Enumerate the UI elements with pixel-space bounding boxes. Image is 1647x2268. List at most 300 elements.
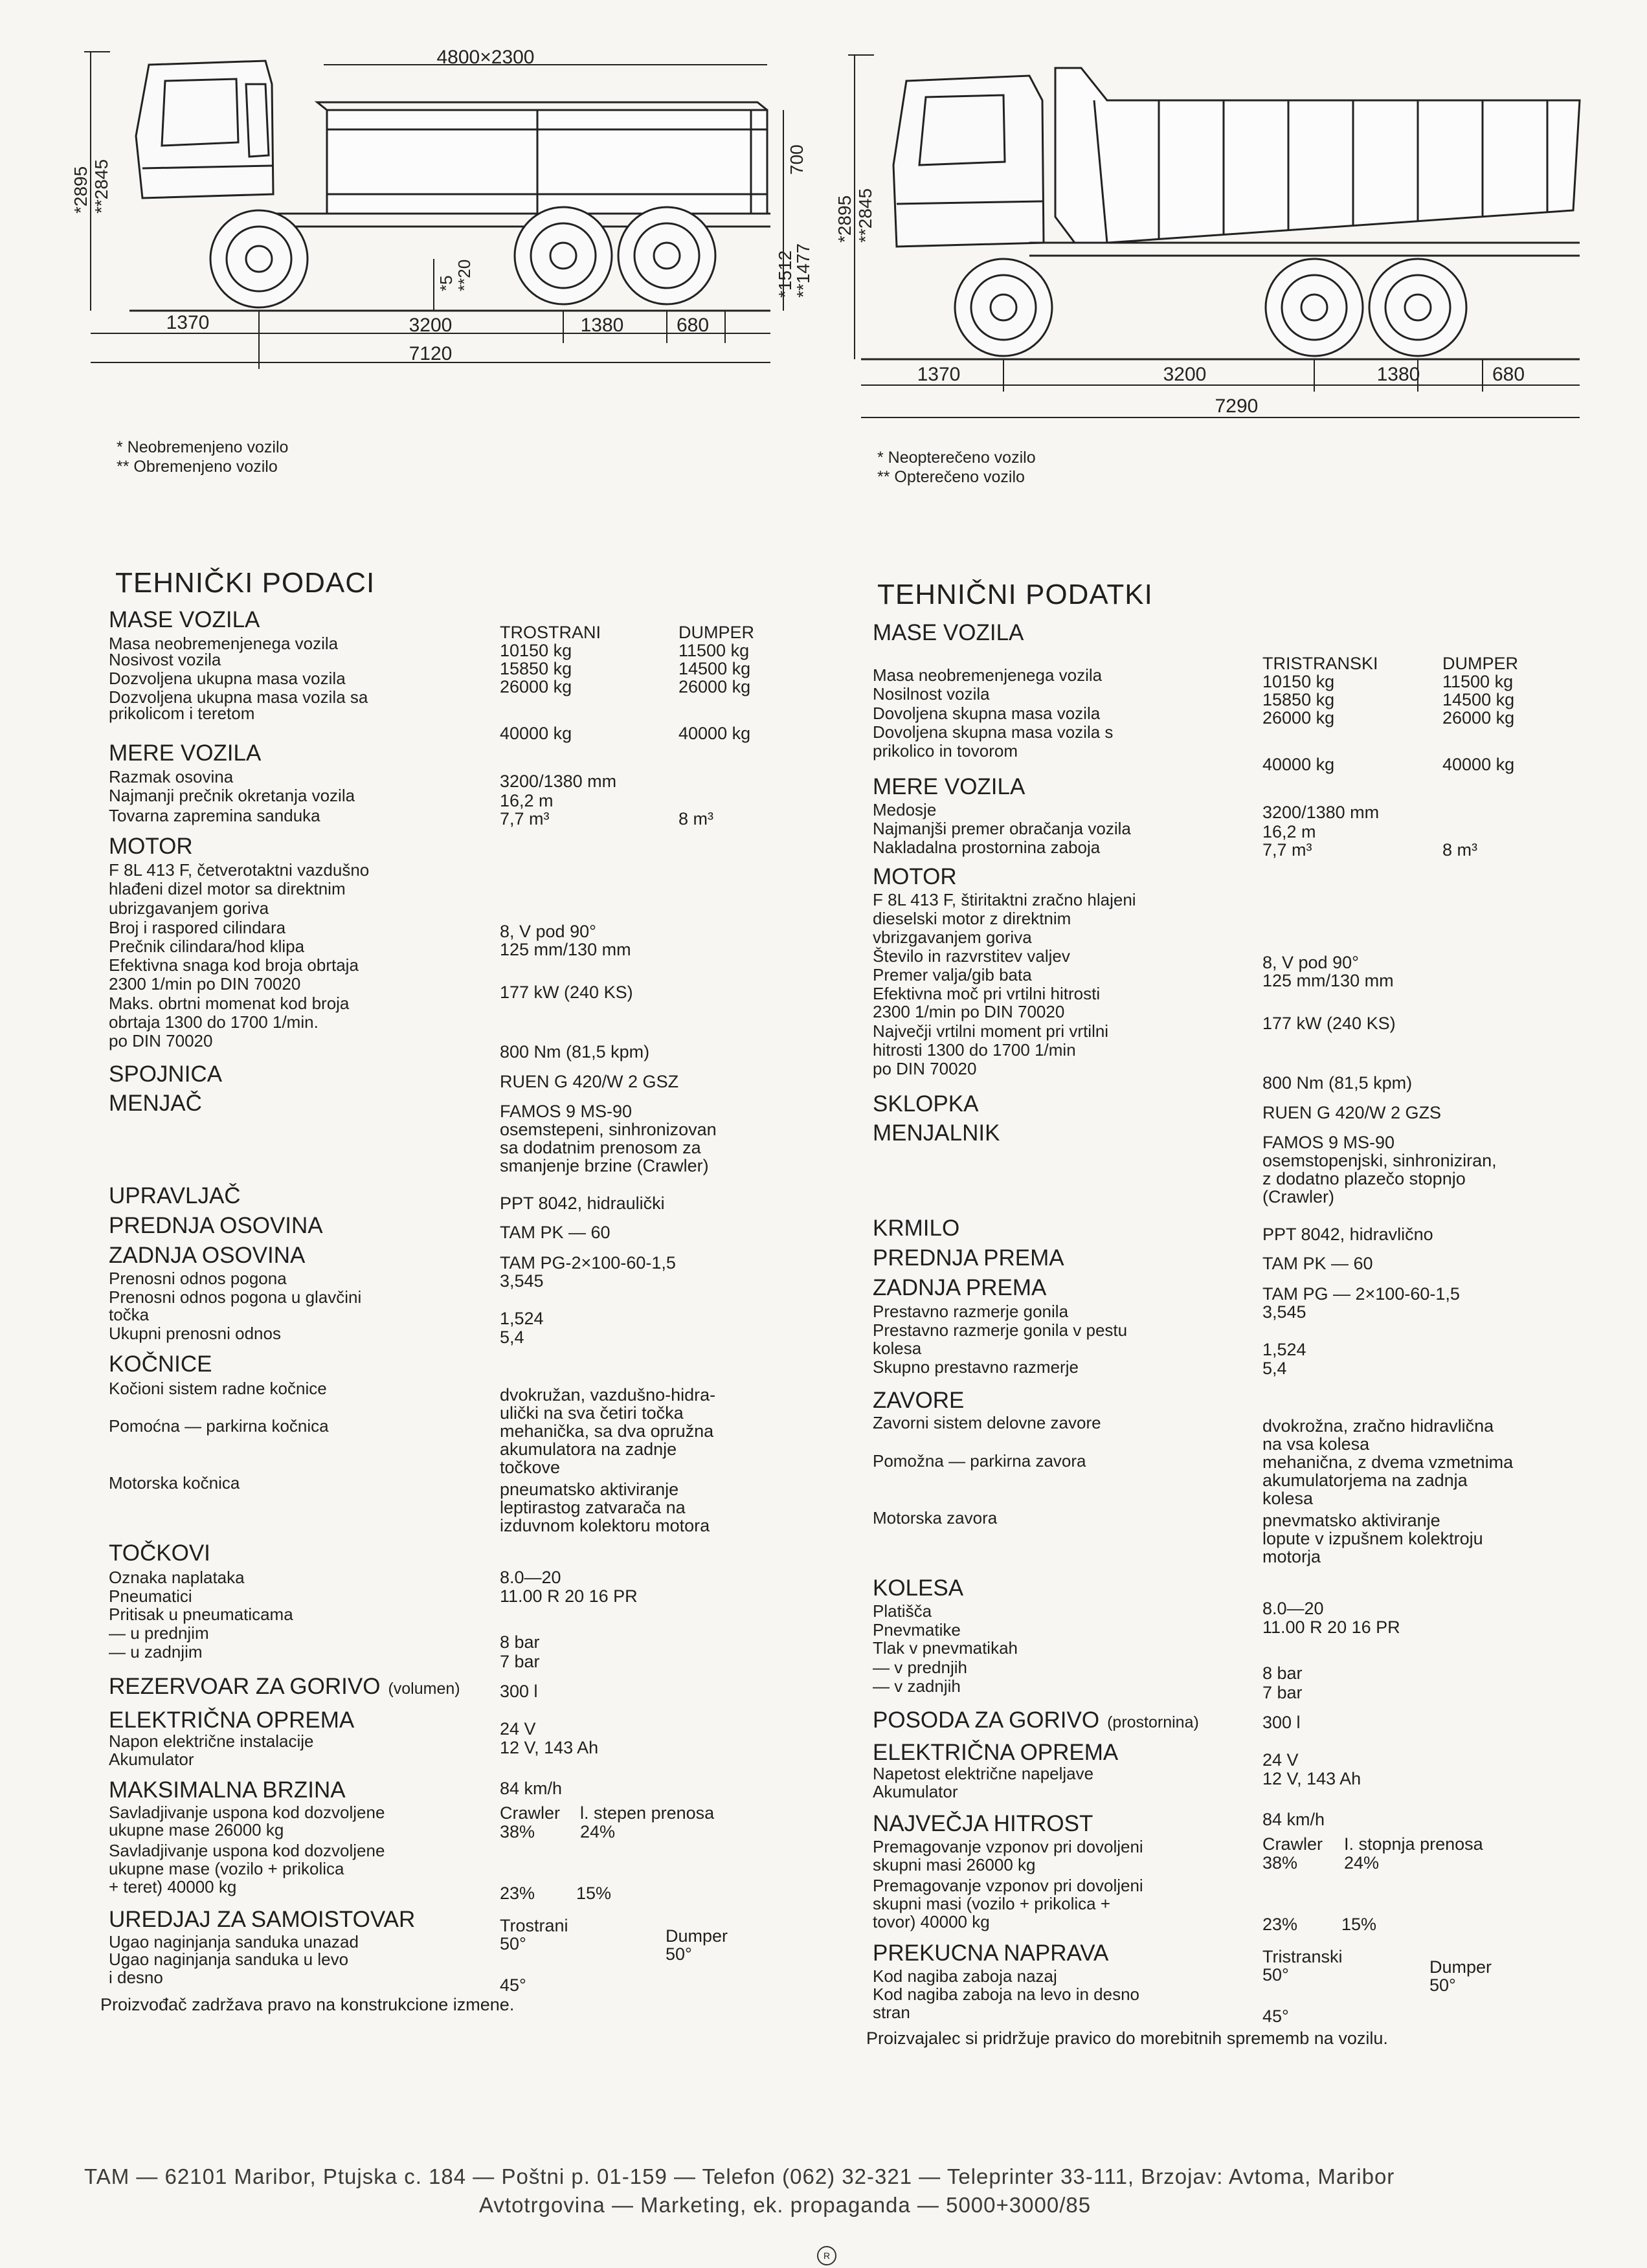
left-label-text: prikolicom i teretom [109,704,255,723]
right-label-text: kolesa [873,1339,922,1358]
right-spec-label [873,928,1032,947]
right-spec-value: PPT 8042, hidravlično [1262,1225,1433,1244]
right-truck-drawing [835,49,1593,424]
left-spec-value: 40000 kg [500,724,572,743]
right-spec-value: 3200/1380 mm [1262,803,1380,822]
right-spec-value: lopute v izpušnem kolektroju [1262,1529,1483,1548]
left-label-text: Ugao naginjanja sanduka u levo [109,1950,349,1969]
right-section-heading [873,1247,1064,1270]
right-dim-height-2: **2845 [855,188,875,243]
left-spec-label [109,918,286,937]
left-section-heading [109,1709,354,1732]
right-dim-1380: 1380 [1376,364,1420,385]
left-label-text: ZADNJA OSOVINA [109,1243,306,1268]
right-label-text: Efektivna moč pri vrtilni hitrosti [873,984,1101,1003]
left-spec-label [109,806,320,825]
right-label-text: skupni masi 26000 kg [873,1855,1036,1874]
right-spec-label [873,722,1113,742]
left-spec-value: 1,524 [500,1309,544,1328]
left-label-text: F 8L 413 F, četverotaktni vazdušno [109,860,370,880]
right-label-text: hitrosti 1300 do 1700 1/min [873,1040,1076,1060]
right-spec-label [873,800,936,819]
right-label-text: skupni masi (vozilo + prikolica + [873,1894,1111,1913]
right-section-heading [873,1577,963,1600]
right-spec-label [873,1984,1139,2004]
right-spec-value: Tristranski [1262,1947,1343,1966]
right-spec-label [873,1620,961,1640]
right-spec-value: TRISTRANSKI [1262,654,1378,673]
right-dumper-spec-value: 50° [1429,1975,1456,1995]
right-spec-value: 1,524 [1262,1340,1306,1359]
right-spec-label [873,1021,1108,1041]
left-spec-label [109,1287,361,1307]
left-label-text: UPRAVLJAČ [109,1183,241,1208]
left-spec-value: 24 V [500,1719,536,1739]
left-label-text: MENJAČ [109,1091,202,1116]
right-section-heading [873,1942,1108,1965]
left-spec-value: Trostrani [500,1916,568,1935]
right-label-text: 2300 1/min po DIN 70020 [873,1002,1065,1021]
left-spec-label [109,1877,236,1896]
right-label-text: Medosje [873,800,937,819]
left-label-text: Ukupni prenosni odnos [109,1324,281,1343]
left-spec-label [109,1968,163,1987]
left-spec-value: 23% [500,1884,535,1903]
right-label-text: Pnevmatike [873,1620,961,1640]
left-spec-value: izduvnom kolektoru motora [500,1516,710,1535]
right-spec-value: 177 kW (240 KS) [1262,1014,1396,1033]
left-label-text: Dozvoljena ukupna masa vozila [109,669,346,688]
left-spec-value: 125 mm/130 mm [500,940,631,959]
left-spec-label [109,1731,314,1751]
right-label-unit: (prostornina) [1107,1713,1199,1731]
left-section-heading [109,1214,323,1238]
left-label-text: MASE VOZILA [109,607,260,632]
right-spec-label [873,1040,1076,1060]
right-spec-label [873,1894,1110,1913]
right-dumper-spec-value: DUMPER [1442,654,1519,673]
left-dumper-spec-value: 50° [666,1944,692,1964]
right-section-heading [873,1276,1046,1300]
right-spec-label [873,1638,1018,1658]
left-spec-value: leptirastog zatvarača na [500,1498,686,1517]
right-spec-label [873,1601,932,1621]
right-label-text: Masa neobremenjenega vozila [873,665,1103,685]
right-label-text: Napetost električne napeljave [873,1764,1094,1783]
right-spec-value: 45° [1262,2007,1289,2026]
left-spec-label [109,650,221,669]
left-spec-value: 38% [500,1822,535,1841]
left-dim-20: **20 [454,259,474,291]
right-spec-value: Crawler [1262,1834,1323,1854]
left-spec-value: sa dodatnim prenosom za [500,1138,701,1157]
left-spec-value: dvokružan, vazdušno-hidra- [500,1385,716,1405]
left-label-text: PREDNJA OSOVINA [109,1213,323,1238]
right-label-text: Premer valja/gib bata [873,965,1032,984]
left-label-text: Broj i raspored cilindara [109,918,286,937]
right-legend [877,448,1036,487]
left-spec-label [109,1950,348,1969]
left-dumper-spec-value: 8 m³ [678,809,713,828]
footer-marketing: Avtotrgovina — Marketing, ek. propaganda — 5000+3000/85 [479,2193,1092,2217]
right-label-text: Premagovanje vzponov pri dovoljeni [873,1837,1143,1856]
right-dumper-spec-value: 40000 kg [1442,755,1515,774]
left-spec-label [109,1012,319,1032]
right-section-heading [873,1741,1118,1764]
right-spec-value: 8, V pod 90° [1262,953,1359,972]
left-section-heading [109,608,260,632]
right-spec-value: 125 mm/130 mm [1262,971,1394,990]
right-spec-label [873,665,1102,685]
left-dumper-spec-value: 11500 kg [678,641,750,660]
left-label-text: KOČNICE [109,1351,212,1377]
left-spec-value: mehanička, sa dva opružna [500,1421,714,1441]
right-spec-value: 300 l [1262,1713,1301,1732]
right-label-text: KRMILO [873,1216,960,1241]
right-spec-label [873,1413,1101,1432]
left-label-text: Tovarna zapremina sanduka [109,806,320,825]
left-spec-value: točkove [500,1458,561,1477]
left-section-heading [109,1908,415,1931]
right-spec-value: 50° [1262,1965,1289,1984]
left-label-text: MOTOR [109,834,193,859]
left-dim-height-1: *2895 [71,166,91,214]
right-dumper-spec-value: 15% [1341,1915,1377,1934]
right-spec-label [873,1302,1068,1321]
left-label-text: Akumulator [109,1750,194,1769]
left-dim-700: 700 [787,144,807,175]
right-spec-label [873,1855,1035,1874]
left-label-text: — u prednjim [109,1623,209,1643]
left-dim-3200: 3200 [409,315,453,336]
right-label-text: MERE VOZILA [873,774,1025,799]
left-label-text: Najmanji prečnik okretanja vozila [109,786,355,805]
left-spec-label [109,1750,194,1769]
right-section-heading [873,1093,978,1116]
left-label-text: obrtaja 1300 do 1700 1/min. [109,1012,319,1032]
left-spec-value: 800 Nm (81,5 kpm) [500,1042,650,1062]
right-spec-label [873,819,1131,838]
left-label-unit: (volumen) [388,1680,460,1698]
left-spec-label [109,1623,209,1643]
left-section-heading [109,1675,460,1700]
right-spec-value: mehanična, z dvema vzmetnima [1262,1452,1514,1472]
right-spec-value: FAMOS 9 MS-90 [1262,1133,1395,1152]
right-spec-value: 11.00 R 20 16 PR [1262,1618,1400,1637]
right-spec-value: (Crawler) [1262,1187,1334,1206]
right-section-heading [873,775,1025,799]
left-label-text: MERE VOZILA [109,740,262,766]
right-label-text: Tlak v pnevmatikah [873,1638,1018,1658]
right-label-text: MENJALNIK [873,1120,1000,1146]
right-section-heading [873,1122,1000,1145]
right-spec-value: 24 V [1262,1750,1299,1770]
left-section-heading [109,835,193,858]
right-spec-label [873,1764,1093,1783]
right-spec-label [873,741,1018,761]
left-spec-value: 10150 kg [500,641,572,660]
right-spec-label [873,1339,921,1358]
right-label-text: MASE VOZILA [873,620,1024,645]
left-spec-value: 26000 kg [500,677,572,696]
left-spec-label [109,1820,284,1840]
right-label-text: Kod nagiba zaboja nazaj [873,1966,1057,1986]
right-spec-label [873,890,1136,909]
footer-address: TAM — 62101 Maribor, Ptujska c. 184 — Poštni p. 01-159 — Telefon (062) 32-321 — Teleprinter 33-111, Brzojav: Avtoma, Maribor [84,2164,1395,2188]
left-spec-label [109,1568,245,1587]
left-spec-value: FAMOS 9 MS-90 [500,1102,633,1121]
right-spec-value: pnevmatsko aktiviranje [1262,1511,1440,1530]
right-spec-label [873,838,1100,857]
left-spec-label [109,1586,192,1606]
left-spec-value: TAM PG-2×100-60-1,5 [500,1253,676,1273]
left-dim-1370: 1370 [166,312,210,333]
right-label-text: — v zadnjih [873,1676,961,1696]
left-dim-5: *5 [436,275,456,291]
right-label-text: PREDNJA PREMA [873,1245,1064,1271]
left-spec-label [109,955,359,975]
right-spec-value: dvokrožna, zračno hidravlična [1262,1416,1494,1436]
right-spec-label [873,909,1071,928]
left-section-heading [109,1184,241,1208]
right-spec-label [873,1320,1127,1340]
left-label-text: hlađeni dizel motor sa direktnim [109,879,346,898]
right-dumper-spec-value: 24% [1344,1853,1380,1873]
left-spec-value: 177 kW (240 KS) [500,983,633,1002]
right-spec-label [873,1357,1079,1377]
left-spec-value: 5,4 [500,1328,524,1347]
left-label-text: Savladjivanje uspona kod dozvoljene [109,1841,385,1860]
left-spec-label [109,994,349,1013]
left-dumper-spec-value: 26000 kg [678,677,751,696]
left-label-text: Oznaka naplataka [109,1568,245,1587]
left-section-heading [109,1542,210,1565]
right-label-text: Nakladalna prostornina zaboja [873,838,1101,857]
left-label-text: Masa neobremenjenega vozila [109,634,339,653]
left-label-text: Prenosni odnos pogona [109,1269,287,1288]
right-dim-680: 680 [1492,364,1525,385]
left-label-text: Motorska kočnica [109,1473,240,1493]
left-spec-value: smanjenje brzine (Crawler) [500,1156,709,1175]
left-dim-1512: *1512 [775,250,795,298]
right-spec-value: 23% [1262,1915,1298,1934]
left-dim-7120: 7120 [409,343,453,364]
right-spec-value: 26000 kg [1262,708,1335,728]
right-label-text: Število in razvrstitev valjev [873,946,1070,966]
left-label-text: Maks. obrtni momenat kod broja [109,994,350,1013]
right-dumper-spec-value: Dumper [1429,1957,1492,1977]
right-dumper-spec-value: 11500 kg [1442,672,1514,691]
left-section-heading [109,1244,305,1267]
left-label-text: Kočioni sistem radne kočnice [109,1379,327,1398]
right-spec-value: akumulatorjema na zadnja [1262,1471,1468,1490]
right-spec-value: 84 km/h [1262,1810,1325,1829]
right-label-text: tovor) 40000 kg [873,1912,990,1931]
right-spec-value: 16,2 m [1262,822,1316,841]
right-label-text: ZAVORE [873,1388,965,1413]
left-spec-label [109,1416,329,1436]
right-label-text: Prestavno razmerje gonila v pestu [873,1320,1128,1340]
left-spec-value: 3200/1380 mm [500,772,617,791]
right-section-heading [873,1389,964,1412]
left-spec-label [109,1473,240,1493]
right-spec-value: TAM PK — 60 [1262,1254,1373,1273]
right-label-text: stran [873,2003,910,2022]
right-section-heading [873,865,957,889]
right-spec-label [873,965,1032,984]
right-label-text: dieselski motor z direktnim [873,909,1071,928]
right-spec-label [873,1676,961,1696]
right-spec-label [873,1508,997,1528]
left-section-heading [109,742,261,765]
left-spec-value: 84 km/h [500,1779,563,1798]
right-label-text: KOLESA [873,1575,964,1601]
left-spec-value: 45° [500,1975,526,1995]
right-section-heading [873,1217,959,1240]
left-spec-label [109,879,346,898]
right-disclaimer: Proizvajalec si pridržuje pravico do morebitnih sprememb na vozilu. [866,2029,1388,2048]
right-label-text: Motorska zavora [873,1508,998,1528]
right-spec-label [873,1966,1057,1986]
right-section-heading [873,621,1024,645]
left-dim-top: 4800×2300 [436,47,535,68]
right-label-text: POSODA ZA GORIVO [873,1707,1100,1733]
right-spec-value: na vsa kolesa [1262,1434,1370,1454]
left-label-text: Razmak osovina [109,767,234,786]
right-label-text: Pomožna — parkirna zavora [873,1451,1086,1471]
right-label-text: ELEKTRIČNA OPREMA [873,1740,1119,1765]
right-spec-value: 10150 kg [1262,672,1335,691]
left-dim-height-2: **2845 [91,159,111,214]
right-label-text: Platišča [873,1601,932,1621]
left-spec-value: 11.00 R 20 16 PR [500,1586,638,1606]
left-spec-label [109,1031,212,1051]
right-spec-value: 40000 kg [1262,755,1335,774]
left-dumper-spec-value: l. stepen prenosa [580,1803,715,1823]
left-dim-1477: **1477 [793,243,813,298]
left-label-text: Napon električne instalacije [109,1731,314,1751]
right-spec-value: kolesa [1262,1489,1314,1508]
left-label-text: Pritisak u pneumaticama [109,1605,293,1624]
left-spec-label [109,860,369,880]
left-label-text: TOČKOVI [109,1540,210,1566]
right-label-text: Prestavno razmerje gonila [873,1302,1069,1321]
left-title: TEHNIČKI PODACI [115,567,375,599]
left-label-text: + teret) 40000 kg [109,1877,237,1896]
left-spec-value: RUEN G 420/W 2 GSZ [500,1072,679,1091]
right-spec-label [873,684,990,704]
right-dim-3200: 3200 [1163,364,1207,385]
left-spec-value: pneumatsko aktiviranje [500,1480,679,1499]
right-label-text: prikolico in tovorom [873,741,1018,761]
right-dumper-spec-value: 26000 kg [1442,708,1515,728]
left-spec-value: akumulatora na zadnje [500,1440,677,1459]
left-spec-value: 7,7 m³ [500,809,550,828]
right-title: TEHNIČNI PODATKI [877,579,1153,610]
left-spec-value: 8 bar [500,1632,540,1652]
right-label-text: Najmanjši premer obračanja vozila [873,819,1131,838]
left-spec-value: 8, V pod 90° [500,922,596,941]
right-label-text: vbrizgavanjem goriva [873,928,1032,947]
left-label-text: točka [109,1305,150,1324]
right-label-text: F 8L 413 F, štiritaktni zračno hlajeni [873,890,1136,909]
right-spec-value: 3,545 [1262,1302,1306,1322]
right-label-text: Premagovanje vzponov pri dovoljeni [873,1876,1143,1895]
left-spec-value: ulički na sva četiri točka [500,1403,684,1423]
right-spec-value: 7,7 m³ [1262,840,1312,860]
left-legend-loaded: ** Obremenjeno vozilo [117,458,278,476]
left-label-text: ukupne mase 26000 kg [109,1820,284,1840]
left-label-text: Dozvoljena ukupna masa vozila sa [109,687,368,707]
left-label-text: MAKSIMALNA BRZINA [109,1777,346,1803]
left-label-text: Efektivna snaga kod broja obrtaja [109,955,359,975]
left-label-text: 2300 1/min po DIN 70020 [109,974,301,994]
right-label-text: po DIN 70020 [873,1059,977,1078]
left-spec-label [109,786,355,805]
right-spec-label [873,1876,1143,1895]
right-label-text: PREKUCNA NAPRAVA [873,1940,1109,1966]
left-spec-value: osemstepeni, sinhronizovan [500,1120,717,1139]
left-dumper-spec-value: 24% [580,1822,616,1841]
right-dim-1370: 1370 [917,364,961,385]
left-spec-label [109,704,254,723]
right-label-text: Nosilnost vozila [873,684,990,704]
left-dumper-spec-value: 14500 kg [678,659,751,678]
left-label-text: — u zadnjim [109,1642,203,1662]
right-section-heading [873,1709,1199,1734]
right-spec-label [873,1002,1064,1021]
right-spec-value: 12 V, 143 Ah [1262,1769,1361,1788]
left-spec-value: 15850 kg [500,659,572,678]
left-truck-drawing [71,39,813,401]
left-spec-value: 300 l [500,1682,538,1701]
left-spec-label [109,898,269,918]
left-label-text: Ugao naginjanja sanduka unazad [109,1932,359,1951]
left-spec-value: Crawler [500,1803,561,1823]
right-dumper-spec-value: 8 m³ [1442,840,1477,860]
left-label-text: po DIN 70020 [109,1031,213,1051]
right-dumper-spec-value: I. stopnja prenosa [1344,1834,1483,1854]
left-spec-label [109,669,346,688]
right-label-text: SKLOPKA [873,1091,979,1117]
right-label-text: Kod nagiba zaboja na levo in desno [873,1984,1139,2004]
right-spec-label [873,1451,1086,1471]
left-spec-label [109,1803,385,1822]
right-spec-label [873,704,1100,723]
right-label-text: Zavorni sistem delovne zavore [873,1413,1101,1432]
right-label-text: MOTOR [873,864,957,889]
left-label-text: ukupne mase (vozilo + prikolica [109,1859,344,1878]
right-legend-loaded: ** Opterečeno vozilo [877,468,1025,486]
right-spec-value: 5,4 [1262,1359,1287,1378]
left-section-heading [109,1063,222,1086]
left-legend [117,438,288,476]
left-spec-value: PPT 8042, hidraulički [500,1194,665,1213]
left-spec-label [109,1932,359,1951]
left-label-text: ubrizgavanjem goriva [109,898,269,918]
left-dim-1380: 1380 [580,315,624,336]
left-legend-unloaded: * Neobremenjeno vozilo [117,438,289,456]
left-dumper-spec-value: 40000 kg [678,724,751,743]
left-label-text: REZERVOAR ZA GORIVO [109,1674,381,1699]
left-spec-label [109,767,233,786]
left-spec-label [109,974,300,994]
right-label-text: NAJVEČJA HITROST [873,1811,1093,1836]
right-spec-value: 800 Nm (81,5 kpm) [1262,1073,1413,1093]
left-section-heading [109,1779,346,1802]
right-spec-label [873,946,1070,966]
right-spec-label [873,1837,1143,1856]
